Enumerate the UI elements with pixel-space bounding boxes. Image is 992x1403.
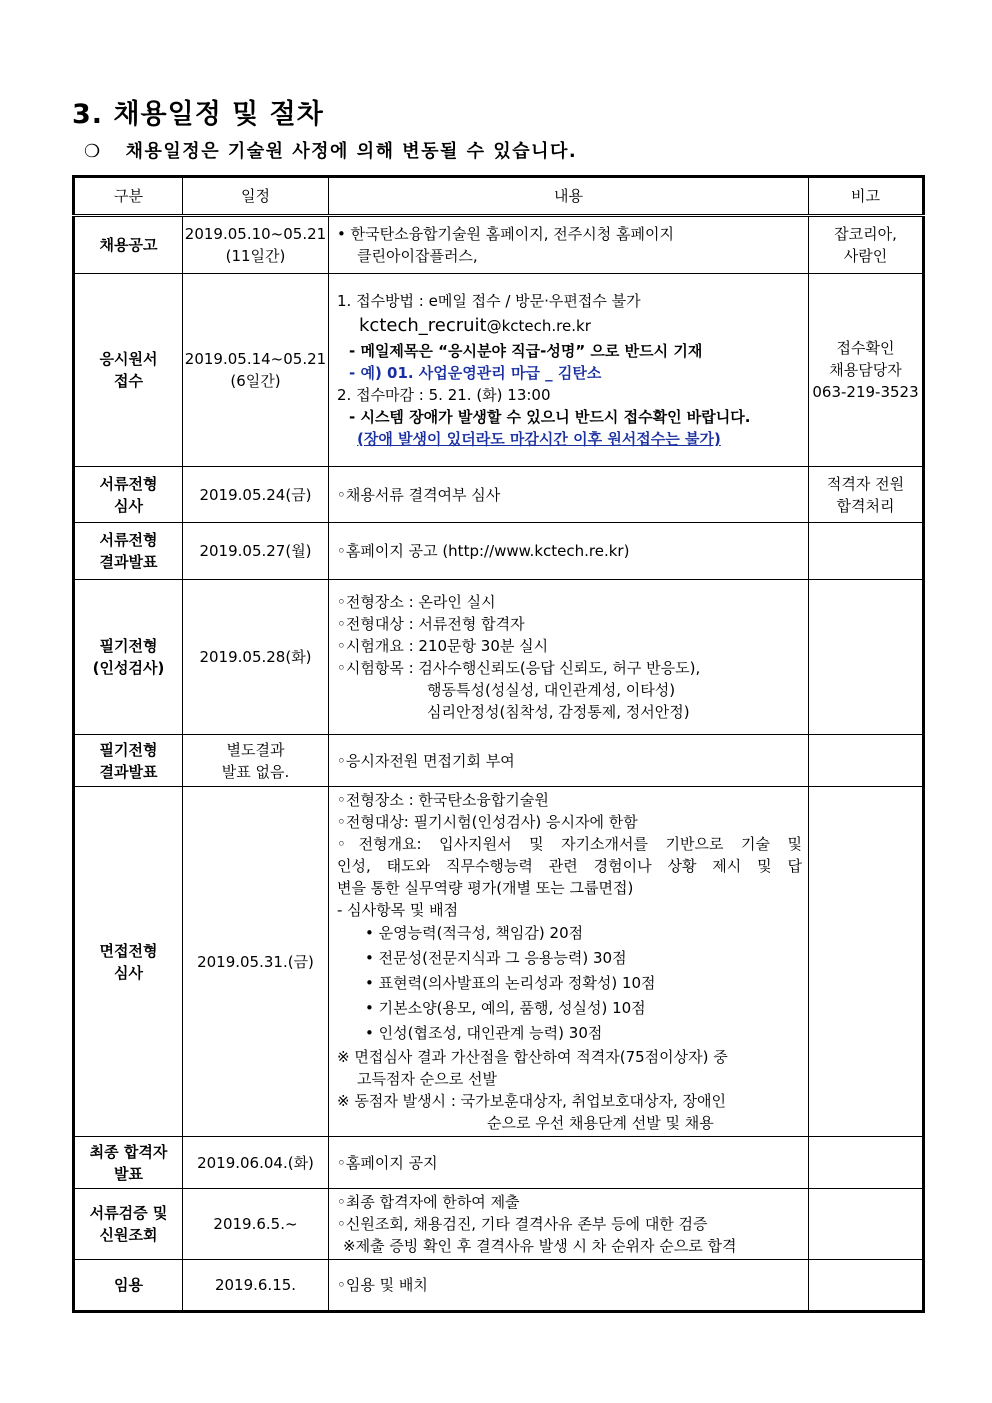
note-cell: 잡코리아, 사람인 xyxy=(809,216,924,274)
content-cell: ◦홈페이지 공지 xyxy=(329,1137,809,1189)
category-cell: 채용공고 xyxy=(74,216,183,274)
note-cell xyxy=(809,523,924,580)
table-row xyxy=(74,467,924,523)
table-header-row xyxy=(74,177,924,216)
category-cell: 서류전형 심사 xyxy=(74,467,183,523)
table-row xyxy=(74,216,924,274)
note-cell xyxy=(809,580,924,735)
category-cell: 응시원서 접수 xyxy=(74,274,183,467)
content-cell: • 한국탄소융합기술원 홈페이지, 전주시청 홈페이지 클린아이잡플러스, xyxy=(329,216,809,274)
note-cell: 적격자 전원 합격처리 xyxy=(809,467,924,523)
date-cell: 2019.05.24(금) xyxy=(183,467,329,523)
subheading-text: 채용일정은 기술원 사정에 의해 변동될 수 있습니다. xyxy=(125,141,578,162)
category-cell: 면접전형 심사 xyxy=(74,787,183,1137)
note-cell xyxy=(809,1189,924,1260)
content-cell: ◦홈페이지 공고 (http://www.kctech.re.kr) xyxy=(329,523,809,580)
note-cell xyxy=(809,1260,924,1312)
content-cell: 1. 접수방법 : e메일 접수 / 방문·우편접수 불가 kctech_recruit@kctech.re.kr - 메일제목은 “응시분야 직급-성명” 으로 반드시 기재 - 예) 01. 사업운영관리 마급 _ 김탄소 2. 접수마감 : 5. 21. (화) 13:00 - 시스템 장애가 발생할 수 있으니 반드시 접수확인 바랍니다. (장애 발생이 있더라도 마감시간 이후 원서접수는 불가) xyxy=(329,274,809,467)
table-row xyxy=(74,1260,924,1312)
section-heading: 3. 채용일정 및 절차 xyxy=(72,99,324,130)
category-cell: 필기전형 (인성검사) xyxy=(74,580,183,735)
content-cell: ◦최종 합격자에 한하여 제출 ◦신원조회, 채용검진, 기타 결격사유 존부 등에 대한 검증 ※제출 증빙 확인 후 결격사유 발생 시 차 순위자 순으로 합격 xyxy=(329,1189,809,1260)
date-cell: 2019.05.14~05.21 (6일간) xyxy=(183,274,329,467)
date-cell: 2019.05.31.(금) xyxy=(183,787,329,1137)
date-cell: 2019.05.10~05.21 (11일간) xyxy=(183,216,329,274)
schedule-table xyxy=(72,175,925,1313)
content-cell: ◦응시자전원 면접기회 부여 xyxy=(329,735,809,787)
header-note: 비고 xyxy=(809,177,924,216)
category-cell: 필기전형 결과발표 xyxy=(74,735,183,787)
date-cell: 2019.6.15. xyxy=(183,1260,329,1312)
note-cell xyxy=(809,787,924,1137)
content-cell: ◦전형장소 : 한국탄소융합기술원 ◦전형대상: 필기시험(인성검사) 응시자에 한함 ◦전형개요: 입사지원서 및 자기소개서를 기반으로 기술 및 인성, 태도와 직무수행능력 관련 경험이나 상황 제시 및 답 변을 통한 실무역량 평가(개별 또는 그룹면접) - 심사항목 및 배점 • 운영능력(적극성, 책임감) 20점 • 전문성(전문지식과 그 응용능력) 30점 • 표현력(의사발표의 논리성과 정확성) 10점 • 기본소양(용모, 예의, 품행, 성실성) 10점 • 인성(협조성, 대인관계 능력) 30점 ※ 면접심사 결과 가산점을 합산하여 적격자(75점이상자) 중 고득점자 순으로 선발 ※ 동점자 발생시 : 국가보훈대상자, 취업보호대상자, 장애인 순으로 우선 채용단계 선발 및 채용 xyxy=(329,787,809,1137)
category-cell: 서류검증 및 신원조회 xyxy=(74,1189,183,1260)
date-cell: 2019.6.5.~ xyxy=(183,1189,329,1260)
header-content: 내용 xyxy=(329,177,809,216)
section-subheading xyxy=(84,137,577,163)
date-cell: 2019.06.04.(화) xyxy=(183,1137,329,1189)
content-cell: ◦채용서류 결격여부 심사 xyxy=(329,467,809,523)
table-row xyxy=(74,523,924,580)
content-cell: ◦전형장소 : 온라인 실시 ◦전형대상 : 서류전형 합격자 ◦시험개요 : 210문항 30분 실시 ◦시험항목 : 검사수행신뢰도(응답 신뢰도, 허구 반응도), 행동특성(성실성, 대인관계성, 이타성) 심리안정성(침착성, 감정통제, 정서안정) xyxy=(329,580,809,735)
table-row xyxy=(74,787,924,1137)
category-cell: 서류전형 결과발표 xyxy=(74,523,183,580)
date-cell: 2019.05.27(월) xyxy=(183,523,329,580)
content-cell: ◦임용 및 배치 xyxy=(329,1260,809,1312)
date-cell: 2019.05.28(화) xyxy=(183,580,329,735)
date-cell: 별도결과 발표 없음. xyxy=(183,735,329,787)
email-address: kctech_recruit@kctech.re.kr xyxy=(359,315,591,336)
header-category: 구분 xyxy=(74,177,183,216)
note-cell xyxy=(809,1137,924,1189)
circle-bullet-icon: ❍ xyxy=(84,141,102,162)
note-cell xyxy=(809,735,924,787)
note-cell: 접수확인 채용담당자 063-219-3523 xyxy=(809,274,924,467)
table-row xyxy=(74,1189,924,1260)
category-cell: 임용 xyxy=(74,1260,183,1312)
table-row xyxy=(74,1137,924,1189)
table-row xyxy=(74,274,924,467)
header-date: 일정 xyxy=(183,177,329,216)
category-cell: 최종 합격자 발표 xyxy=(74,1137,183,1189)
table-row xyxy=(74,735,924,787)
table-row xyxy=(74,580,924,735)
